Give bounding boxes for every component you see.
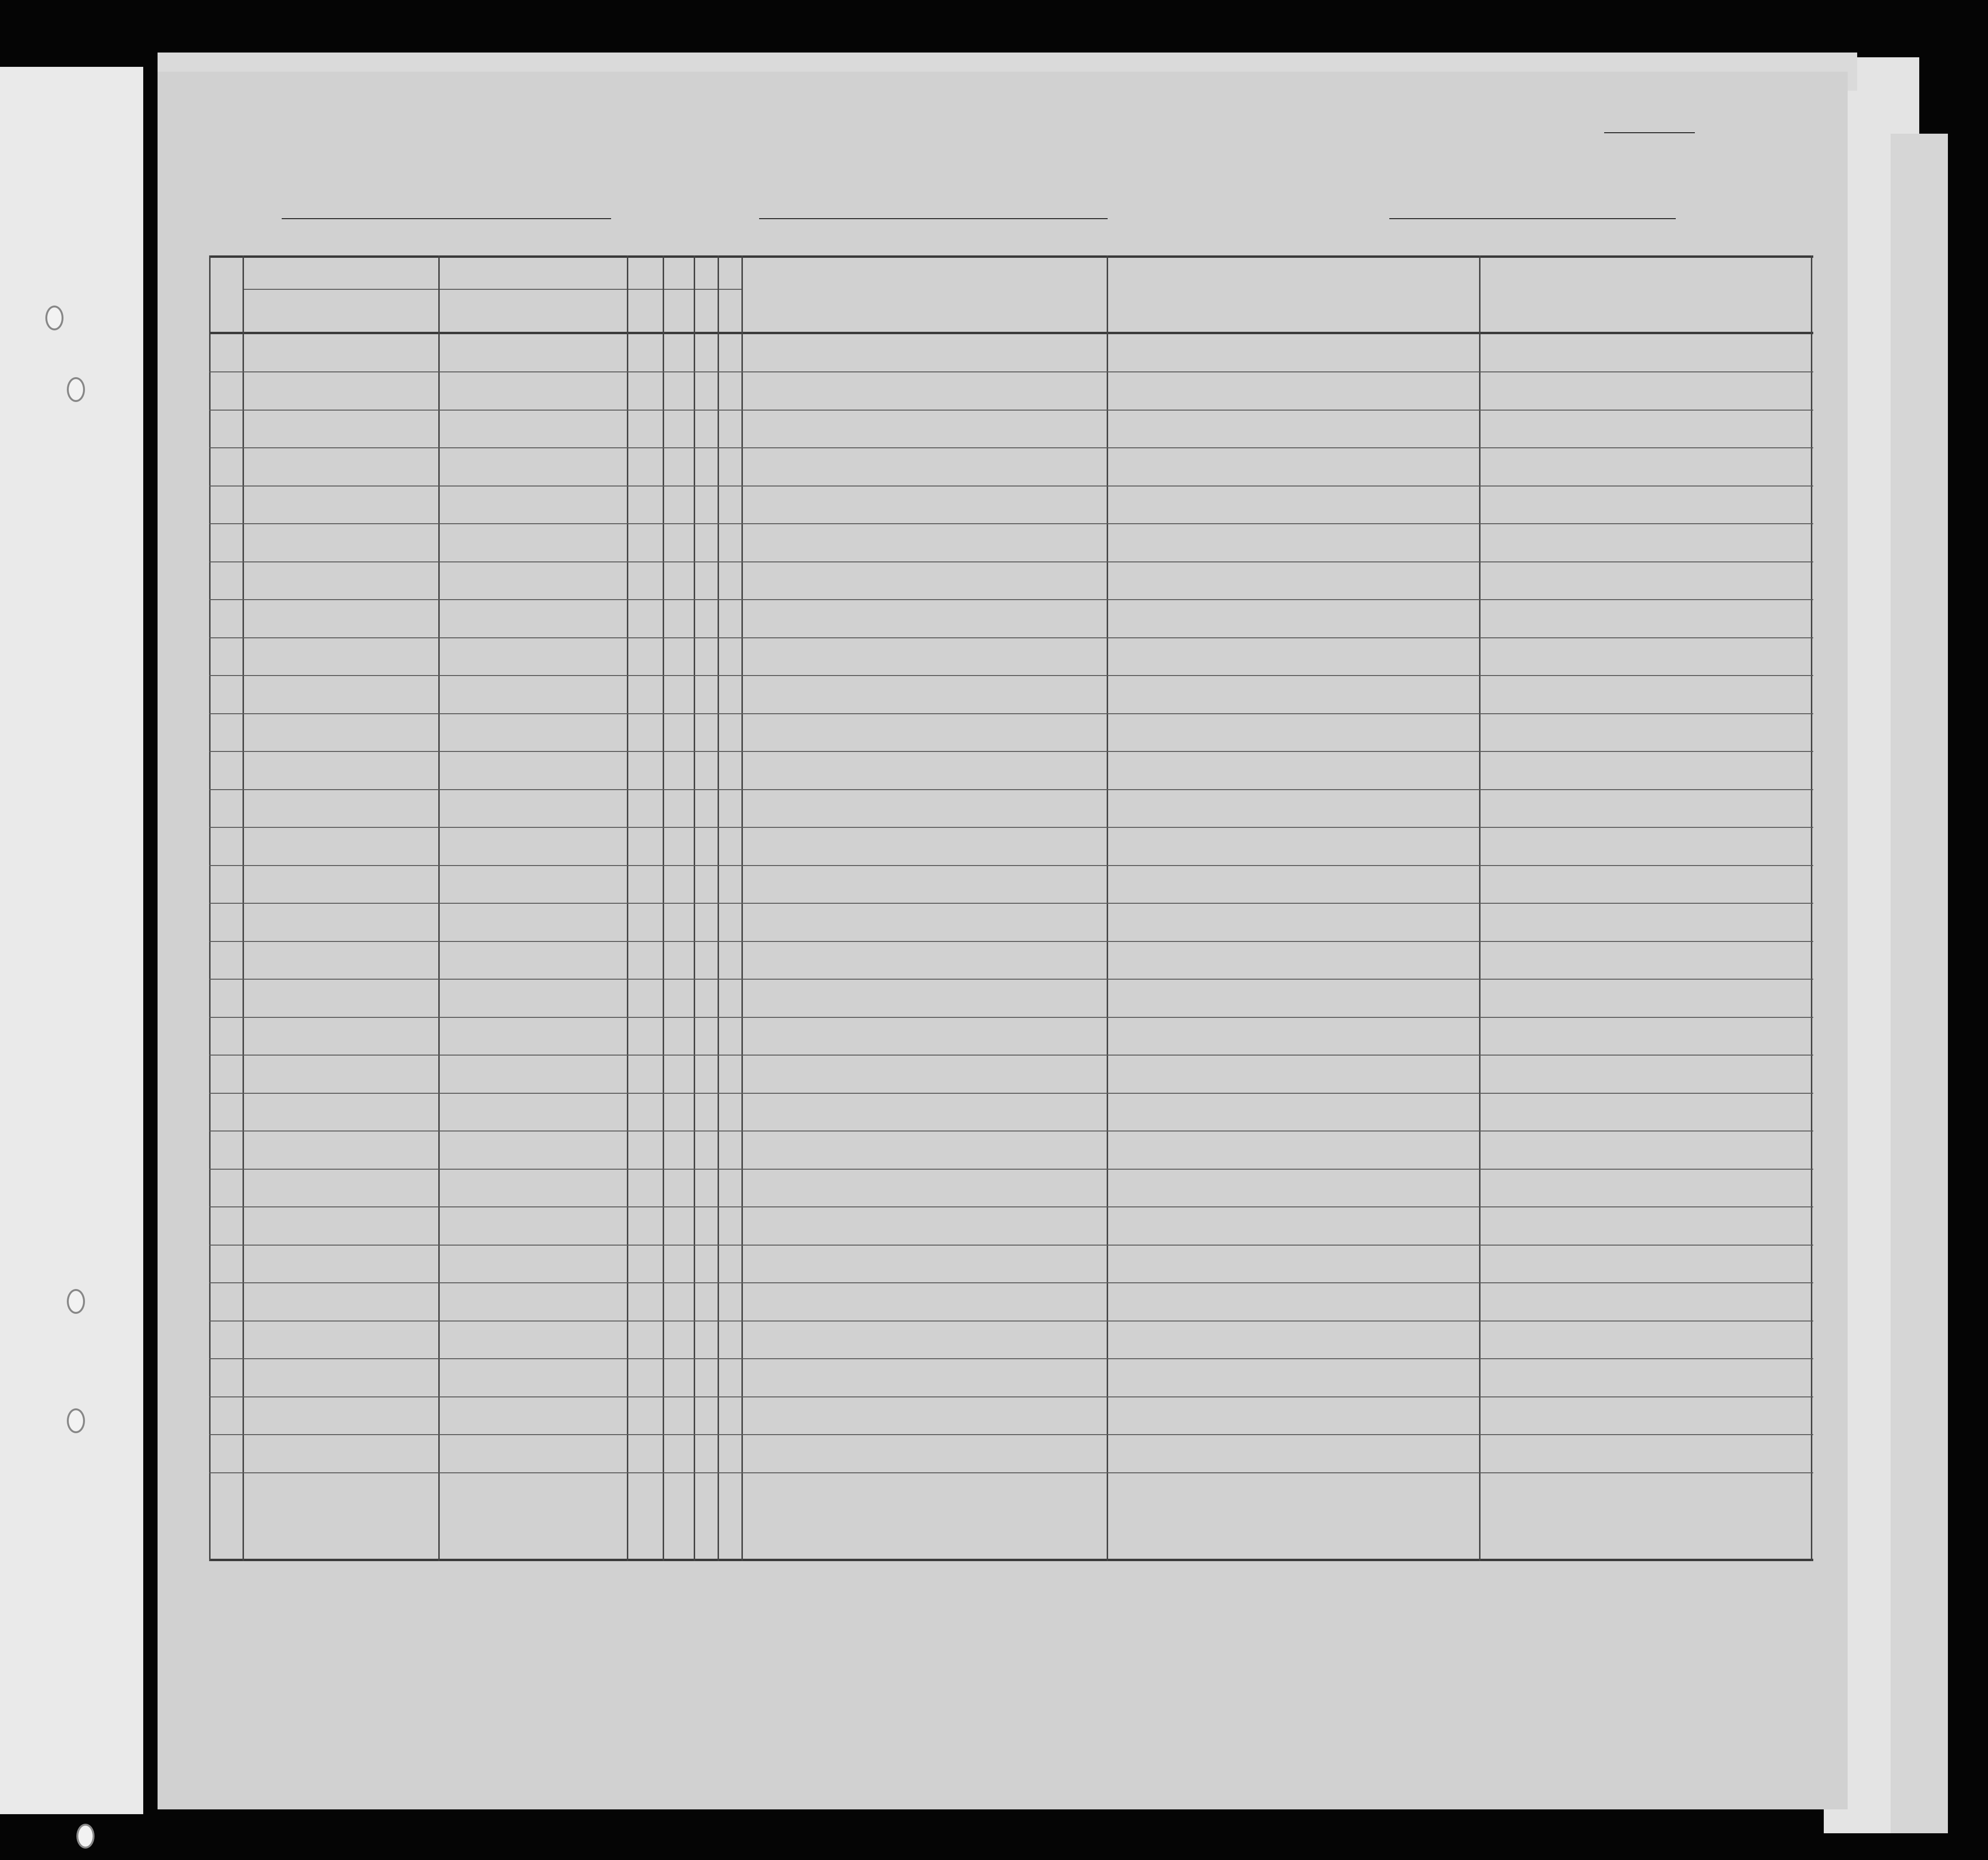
- binder-hole: [67, 1408, 85, 1433]
- header-birth-info: [749, 267, 1102, 329]
- header-married-single: [718, 263, 741, 329]
- column-divider: [1811, 255, 1812, 1561]
- binder-hole: [67, 377, 85, 402]
- row-ruling: [209, 1055, 1813, 1056]
- row-ruling: [209, 637, 1813, 638]
- list-number: [1604, 119, 1695, 137]
- column-divider: [438, 255, 440, 1561]
- table-header-border: [209, 332, 1813, 334]
- row-ruling: [209, 1282, 1813, 1283]
- column-divider: [718, 255, 719, 1561]
- column-divider: [1479, 255, 1480, 1561]
- row-ruling: [209, 979, 1813, 980]
- column-divider: [627, 255, 628, 1561]
- table-top-border: [209, 255, 1813, 258]
- header-yrs: [627, 303, 663, 317]
- row-ruling: [209, 789, 1813, 790]
- header-sex: [694, 284, 718, 298]
- row-ruling: [209, 1245, 1813, 1246]
- header-given-name: [438, 303, 627, 317]
- header-naturalization: [1116, 267, 1474, 329]
- column-divider: [694, 255, 695, 1561]
- row-ruling: [209, 523, 1813, 524]
- row-ruling: [209, 410, 1813, 411]
- row-ruling: [209, 1472, 1813, 1473]
- row-ruling: [209, 941, 1813, 942]
- column-divider: [741, 255, 743, 1561]
- row-ruling: [209, 599, 1813, 600]
- passenger-table: [209, 255, 1813, 1561]
- ship-name: [282, 218, 611, 219]
- row-ruling: [209, 865, 1813, 866]
- row-ruling: [209, 1169, 1813, 1170]
- row-ruling: [209, 713, 1813, 714]
- citizen-list-form: [158, 72, 1848, 1809]
- column-divider: [1107, 255, 1108, 1561]
- row-ruling: [209, 827, 1813, 828]
- voyage-line: [229, 212, 1800, 241]
- row-ruling: [209, 447, 1813, 448]
- table-bottom-border: [209, 1559, 1813, 1561]
- header-no-on-list: [209, 270, 243, 327]
- row-ruling: [209, 1396, 1813, 1397]
- row-ruling: [209, 1017, 1813, 1018]
- row-ruling: [209, 1434, 1813, 1435]
- binder-strip: [0, 67, 143, 1814]
- header-family-name: [243, 303, 438, 317]
- name-subheader-line: [243, 289, 741, 290]
- row-ruling: [209, 903, 1813, 904]
- column-divider: [243, 255, 244, 1561]
- binder-hole: [45, 306, 63, 330]
- column-divider: [209, 255, 211, 1561]
- list-number-value: [1604, 132, 1695, 133]
- row-ruling: [209, 751, 1813, 752]
- binder-hole: [76, 1824, 95, 1849]
- sailing-date: [993, 218, 1108, 219]
- row-ruling: [209, 1093, 1813, 1094]
- header-age: [627, 267, 694, 282]
- row-ruling: [209, 675, 1813, 676]
- column-divider: [663, 255, 664, 1561]
- row-ruling: [209, 561, 1813, 562]
- header-name-in-full: [243, 267, 627, 282]
- header-mos: [663, 303, 694, 317]
- row-ruling: [209, 371, 1813, 372]
- row-ruling: [209, 1206, 1813, 1207]
- binder-hole: [67, 1289, 85, 1314]
- header-address: [1479, 282, 1813, 296]
- arrival-port: [1389, 218, 1676, 219]
- sailing-port: [759, 218, 998, 219]
- row-ruling: [209, 1358, 1813, 1359]
- back-sheet-right-2: [1891, 134, 1948, 1833]
